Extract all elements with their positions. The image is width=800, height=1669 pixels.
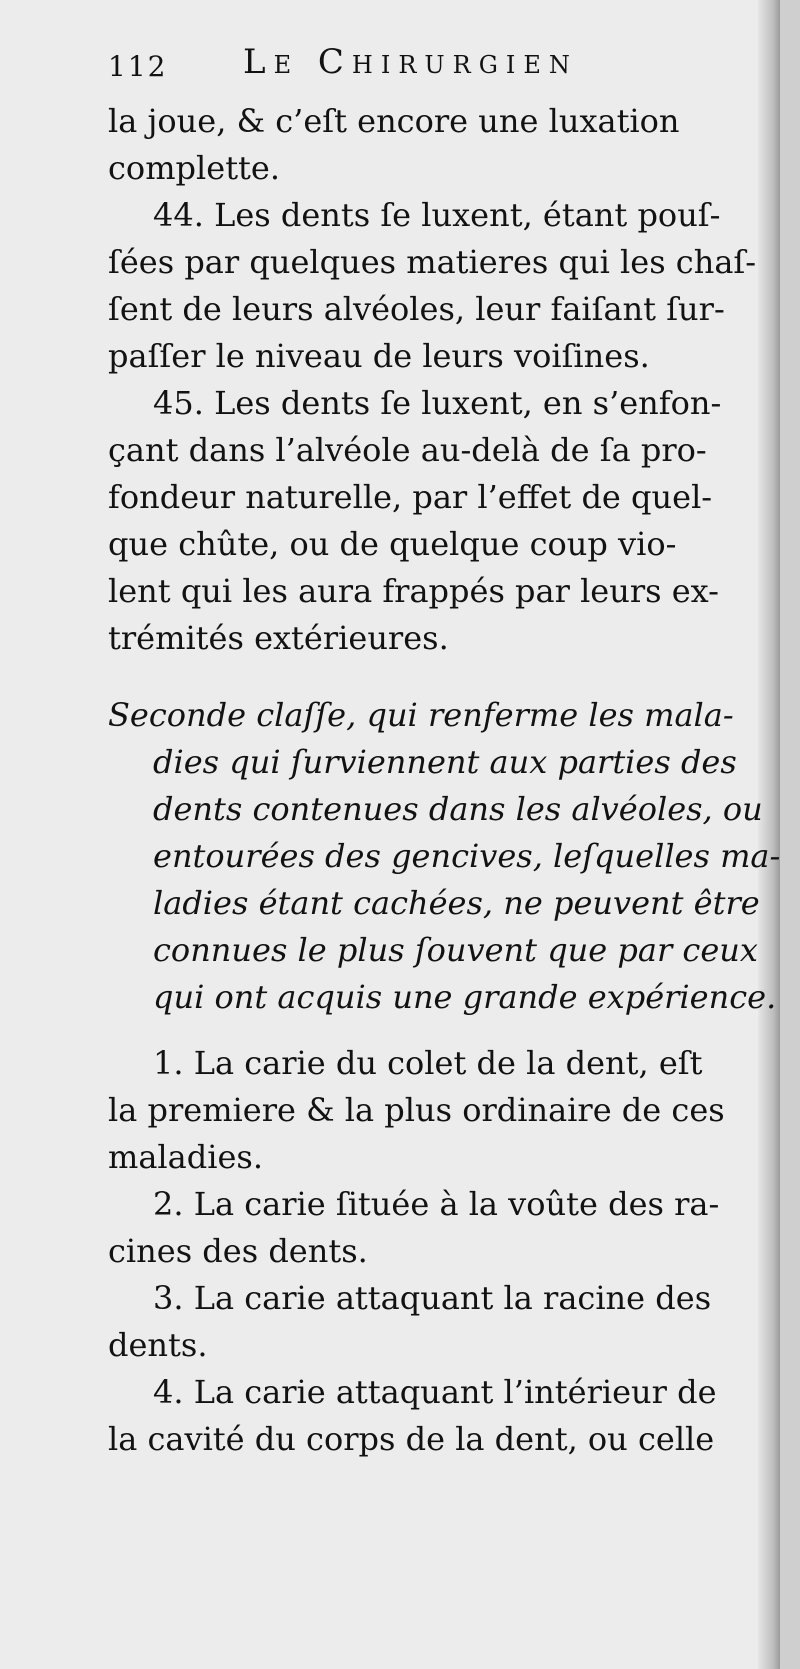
running-head: Le Chirurgien (243, 42, 578, 82)
text-line: que chûte, ou de quelque coup vio- (108, 525, 677, 563)
text-line: paſſer le niveau de leurs voiſines. (108, 337, 650, 375)
text-line: dies qui ſurviennent aux parties des (153, 743, 737, 781)
text-line: qui ont acquis une grande expérience. (153, 978, 777, 1016)
text-line: cines des dents. (108, 1232, 368, 1270)
text-line: 45. Les dents ſe luxent, en s’enfon- (153, 384, 722, 422)
text-line: dents contenues dans les alvéoles, ou (153, 790, 763, 828)
text-line: trémités extérieures. (108, 619, 449, 657)
text-line: complette. (108, 149, 281, 187)
numbered-list (108, 1040, 753, 1463)
text-line: connues le plus ſouvent que par ceux (153, 931, 758, 969)
section-heading-seconde-classe (108, 692, 780, 1021)
text-line: la premiere & la plus ordinaire de ces (108, 1091, 725, 1129)
text-line: lent qui les aura frappés par leurs ex- (108, 572, 719, 610)
page-header (108, 42, 748, 92)
list-item: 1. La carie du colet de la dent, eſt (153, 1044, 703, 1082)
text-line: ladies étant cachées, ne peuvent être (153, 884, 760, 922)
text-line: Seconde claſſe, qui renferme les mala- (108, 696, 734, 734)
paragraph-45 (108, 380, 753, 662)
paragraph-luxation-end (108, 98, 753, 192)
list-item: 4. La carie attaquant l’intérieur de (153, 1373, 717, 1411)
text-line: maladies. (108, 1138, 263, 1176)
text-line: ſent de leurs alvéoles, leur faiſant ſur- (108, 290, 725, 328)
text-line: entourées des gencives, leſquelles ma- (153, 837, 780, 875)
text-line: 44. Les dents ſe luxent, étant pouſ- (153, 196, 721, 234)
text-line: dents. (108, 1326, 208, 1364)
list-item: 2. La carie ſituée à la voûte des ra- (153, 1185, 720, 1223)
page-number: 112 (108, 50, 168, 83)
paragraph-44 (108, 192, 757, 380)
list-item: 3. La carie attaquant la racine des (153, 1279, 712, 1317)
text-line: fondeur naturelle, par l’effet de quel- (108, 478, 713, 516)
text-line: ſées par quelques matieres qui les chaſ- (108, 243, 757, 281)
text-line: la joue, & c’eſt encore une luxation (108, 102, 680, 140)
text-line: çant dans l’alvéole au-delà de ſa pro- (108, 431, 707, 469)
text-line: la cavité du corps de la dent, ou celle (108, 1420, 715, 1458)
